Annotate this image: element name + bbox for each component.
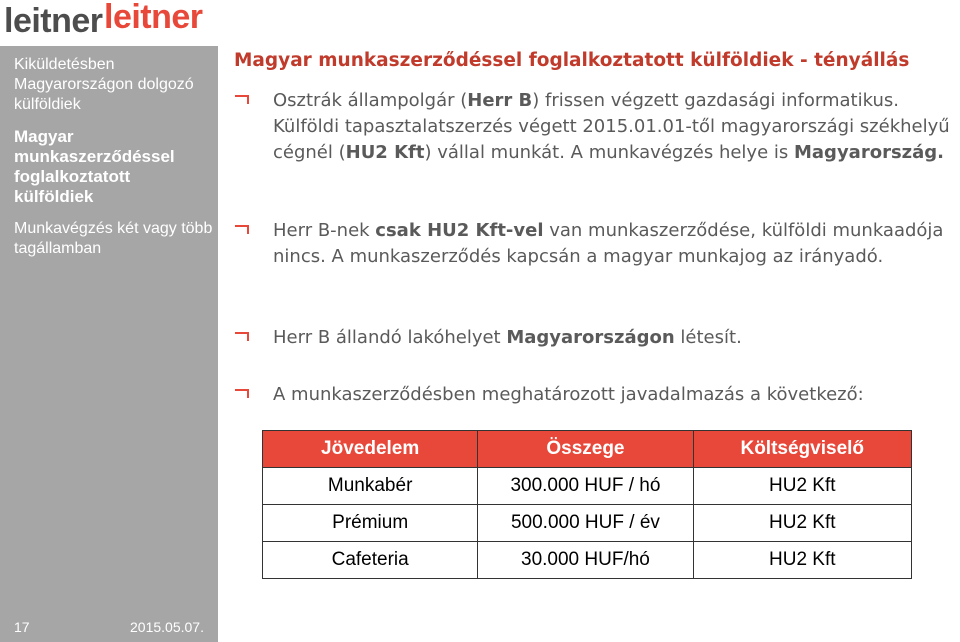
bullet-text	[273, 218, 950, 270]
logo-text-dark: leitner	[4, 2, 103, 40]
column-header-jovedelem: Jövedelem	[263, 431, 478, 468]
table-cell: Cafeteria	[263, 542, 478, 579]
bullet-text-segment: A munkaszerződésben meghatározott javadalmazás a következő:	[273, 384, 864, 405]
bullet-text	[273, 382, 950, 408]
table-cell: HU2 Kft	[693, 542, 911, 579]
sidebar-item-magyar-munkaszerzodes[interactable]: Magyar munkaszerződéssel foglalkoztatott külföldiek	[14, 127, 175, 206]
table-header-row	[263, 431, 912, 468]
bullet-2	[235, 218, 950, 270]
bullet-text-segment: Herr B állandó lakóhelyet	[273, 327, 507, 348]
bullet-text-segment: ) vállal munkát. A munkavégzés helye is	[424, 142, 794, 163]
slide-title: Magyar munkaszerződéssel foglalkoztatott külföldiek - tényállás	[234, 50, 910, 71]
bullet-text-highlight: HU2 Kft	[345, 142, 425, 163]
bullet-text-segment: ) frissen végzett gazdasági informatikus. Külföldi tapasztalatszerzés végett 2015.01.01-től magyarországi székhelyű cégnél (	[273, 90, 950, 163]
bullet-text-highlight: csak HU2 Kft-vel	[375, 220, 544, 241]
sidebar-item-kikuldetes[interactable]: Kiküldetésben Magyarországon dolgozó külföldiek	[14, 56, 194, 113]
table-cell: 500.000 HUF / év	[478, 505, 693, 542]
bullet-marker-icon	[235, 225, 249, 235]
bullet-text-segment: Osztrák állampolgár (	[273, 90, 468, 111]
page-number: 17	[14, 619, 30, 635]
bullet-1	[235, 88, 950, 166]
column-header-osszege: Összege	[478, 431, 693, 468]
table-cell: 300.000 HUF / hó	[478, 468, 693, 505]
bullet-text	[273, 325, 950, 351]
bullet-text-highlight: Magyarországon	[506, 327, 675, 348]
bullet-text-segment: létesít.	[674, 327, 742, 348]
bullet-text-highlight: Herr B	[467, 90, 533, 111]
table-cell: HU2 Kft	[693, 505, 911, 542]
table-row	[263, 505, 912, 542]
bullet-text-segment: Herr B-nek	[273, 220, 376, 241]
column-header-koltsegviselo: Költségviselő	[693, 431, 911, 468]
bullet-3	[235, 325, 950, 351]
bullet-text	[273, 88, 950, 166]
table-cell: Munkabér	[263, 468, 478, 505]
bullet-marker-icon	[235, 332, 249, 342]
compensation-table	[262, 430, 912, 579]
bullet-text-segment: van munkaszerződése, külföldi munkaadója nincs. A munkaszerződés kapcsán a magyar munkajog az irányadó.	[273, 220, 944, 267]
slide-date: 2015.05.07.	[130, 619, 204, 635]
table-row	[263, 542, 912, 579]
bullet-text-highlight: Magyarország.	[794, 142, 945, 163]
table-cell: 30.000 HUF/hó	[478, 542, 693, 579]
logo-text-red: leitner	[104, 0, 203, 36]
table-cell: HU2 Kft	[693, 468, 911, 505]
table-row	[263, 468, 912, 505]
bullet-marker-icon	[235, 389, 249, 399]
table-cell: Prémium	[263, 505, 478, 542]
bullet-4	[235, 382, 950, 408]
sidebar-item-tobb-tagallam[interactable]: Munkavégzés két vagy több tagállamban	[14, 220, 213, 257]
bullet-marker-icon	[235, 95, 249, 105]
sidebar	[0, 46, 218, 642]
